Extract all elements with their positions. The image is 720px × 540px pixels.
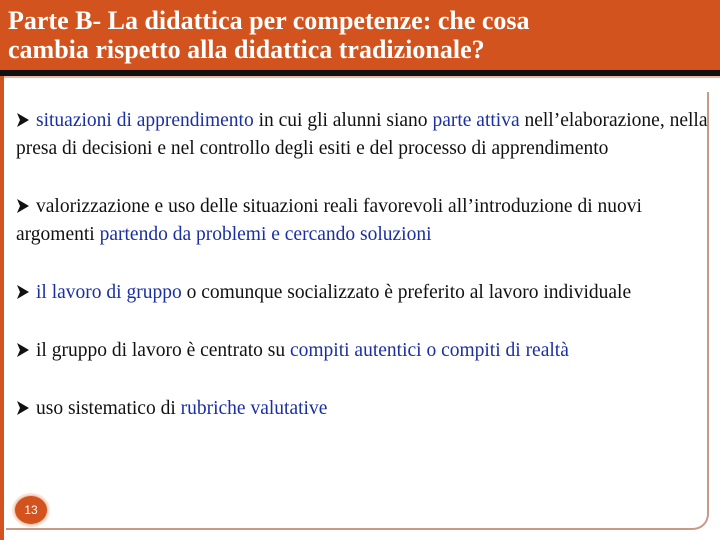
slide-title-line-1: Parte B- La didattica per competenze: che cosa <box>8 6 530 35</box>
bullet-text: il gruppo di lavoro è centrato su <box>36 340 290 361</box>
arrowhead-bullet-icon <box>16 395 36 423</box>
bullet-text: nell’elaborazione, nella presa di decisioni e nel controllo degli esiti e del processo di apprendimento <box>16 110 708 159</box>
bullet-text: uso sistematico di <box>36 398 181 419</box>
slide-title <box>8 6 712 64</box>
highlighted-text: parte attiva <box>432 110 520 131</box>
highlighted-text: il lavoro di gruppo <box>36 282 182 303</box>
left-accent-bar <box>0 76 4 540</box>
bullet-list <box>16 107 716 423</box>
bullet-text: o comunque socializzato è preferito al lavoro individuale <box>181 282 632 303</box>
arrowhead-bullet-icon <box>16 279 36 307</box>
bullet-item <box>16 337 716 365</box>
bullet-item <box>16 193 716 249</box>
highlighted-text: compiti autentici o compiti di realtà <box>289 340 569 361</box>
header-shadow <box>4 76 720 78</box>
bullet-text: valorizzazione e uso delle situazioni reali favorevoli all’introduzione di nuovi argomenti <box>16 196 642 245</box>
highlighted-text: partendo da problemi e cercando soluzioni <box>99 224 432 245</box>
bullet-text: in cui gli alunni siano <box>253 110 433 131</box>
bullet-item <box>16 395 716 423</box>
arrowhead-bullet-icon <box>16 337 36 365</box>
highlighted-text: rubriche valutative <box>180 398 328 419</box>
slide-header <box>0 0 720 70</box>
arrowhead-bullet-icon <box>16 107 36 135</box>
slide-number-badge: 13 <box>14 495 48 525</box>
bullet-item <box>16 279 716 307</box>
arrowhead-bullet-icon <box>16 193 36 221</box>
highlighted-text: situazioni di apprendimento <box>36 110 254 131</box>
slide-title-line-2: cambia rispetto alla didattica tradizionale? <box>8 35 485 64</box>
bullet-item <box>16 107 716 163</box>
